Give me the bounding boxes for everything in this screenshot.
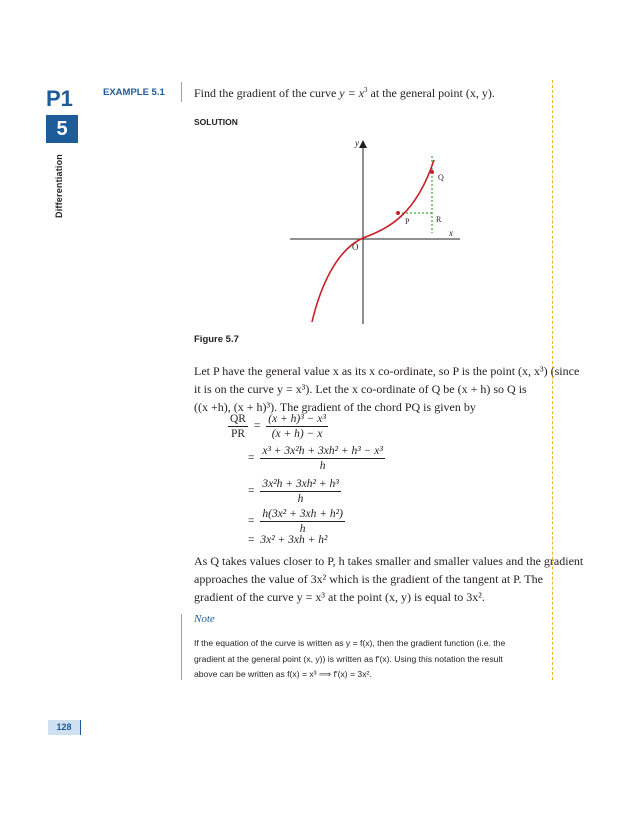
paragraph-line: it is on the curve y = x³). Let the x co-ordinate of Q be (x + h) so Q is bbox=[194, 382, 527, 396]
paragraph-line: approaches the value of 3x² which is the gradient of the tangent at P. The bbox=[194, 572, 543, 586]
chord-gradient-fraction bbox=[266, 413, 328, 440]
chapter-title-vertical bbox=[54, 148, 70, 218]
note-line: gradient at the general point (x, y)) is written as f′(x). Using this notation the result bbox=[194, 653, 503, 664]
equals-sign: = bbox=[248, 515, 255, 528]
note-line: If the equation of the curve is written as y = f(x), then the gradient function (i.e. the bbox=[194, 638, 506, 648]
factored-fraction bbox=[260, 508, 345, 535]
fraction-denominator: (x + h) − x bbox=[271, 428, 323, 440]
simplified-fraction bbox=[260, 478, 340, 505]
fraction-denominator: h bbox=[297, 493, 304, 505]
fraction-numerator: h(3x² + 3xh + h²) bbox=[262, 508, 343, 520]
margin-dashed-rule bbox=[552, 80, 553, 680]
derivation-step-3 bbox=[248, 478, 341, 505]
example-question bbox=[194, 86, 495, 101]
chapter-title-text: Differentiation bbox=[54, 153, 64, 218]
point-p-label: P bbox=[405, 217, 410, 226]
fraction-numerator: QR bbox=[230, 413, 246, 425]
equals-sign: = bbox=[253, 420, 261, 433]
equals-sign: = bbox=[248, 534, 255, 546]
expanded-fraction bbox=[260, 445, 384, 472]
conclusion-paragraph bbox=[194, 552, 584, 606]
question-post: at the general point (x, y). bbox=[367, 86, 495, 100]
point-r-label: R bbox=[436, 215, 442, 224]
note-divider bbox=[181, 614, 182, 680]
paragraph-line: gradient of the curve y = x³ at the point (x, y) is equal to 3x². bbox=[194, 590, 485, 604]
fraction-numerator: (x + h)³ − x³ bbox=[268, 413, 326, 425]
point-q-label: Q bbox=[438, 173, 444, 182]
question-power: 3 bbox=[364, 86, 368, 94]
paragraph-line: Let P have the general value x as its x co-ordinate, so P is the point (x, x³) (since bbox=[194, 364, 580, 378]
part-tab-label: P1 bbox=[46, 86, 78, 112]
fraction-denominator: h bbox=[299, 523, 306, 535]
fraction-denominator: h bbox=[319, 460, 326, 472]
origin-label: O bbox=[352, 242, 359, 252]
intro-paragraph bbox=[194, 362, 580, 416]
paragraph-line: As Q takes values closer to P, h takes smaller and smaller values and the gradient bbox=[194, 554, 584, 568]
point-q-marker bbox=[430, 170, 434, 174]
paragraph-line: ((x +h), (x + h)³). The gradient of the chord PQ is given by bbox=[194, 400, 476, 414]
derivation-step-5 bbox=[248, 534, 328, 546]
page-number-rule bbox=[80, 720, 81, 735]
point-p-marker bbox=[396, 211, 400, 215]
fraction-numerator: x³ + 3x²h + 3xh² + h³ − x³ bbox=[262, 445, 383, 457]
page-number: 128 bbox=[48, 720, 80, 735]
note-text bbox=[194, 636, 544, 683]
note-heading: Note bbox=[194, 613, 215, 625]
note-line: above can be written as f(x) = x³ ⟹ f′(x) = 3x². bbox=[194, 669, 372, 679]
final-expression: 3x² + 3xh + h² bbox=[260, 534, 328, 546]
fraction-denominator: PR bbox=[230, 428, 246, 440]
question-pre: Find the gradient of the curve bbox=[194, 86, 340, 100]
example-divider bbox=[181, 82, 182, 102]
derivation-step-4 bbox=[248, 508, 345, 535]
example-label: EXAMPLE 5.1 bbox=[103, 87, 165, 98]
figure-caption: Figure 5.7 bbox=[194, 334, 239, 345]
cubic-curve-figure bbox=[288, 138, 464, 328]
y-axis-label: y bbox=[355, 138, 359, 148]
fraction-numerator: 3x²h + 3xh² + h³ bbox=[262, 478, 339, 490]
cubic-curve bbox=[312, 160, 434, 322]
equals-sign: = bbox=[248, 485, 255, 498]
chapter-number-tab: 5 bbox=[46, 115, 78, 143]
derivation-step-2 bbox=[248, 445, 385, 472]
question-equation: y = x bbox=[339, 86, 365, 100]
qr-over-pr bbox=[228, 413, 248, 440]
solution-heading: SOLUTION bbox=[194, 117, 238, 127]
derivation-step-1 bbox=[228, 413, 328, 440]
equals-sign: = bbox=[248, 452, 255, 465]
x-axis-label: x bbox=[449, 228, 453, 238]
